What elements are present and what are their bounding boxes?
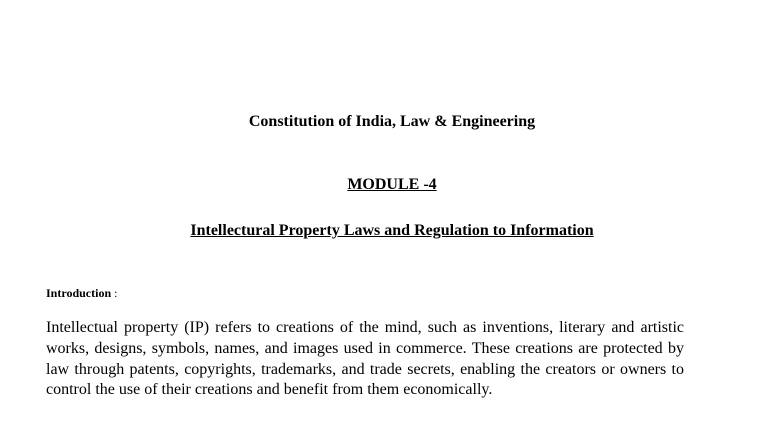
section-heading: Intellectural Property Laws and Regulation to Information (190, 222, 594, 239)
document-title: Constitution of India, Law & Engineering (248, 113, 536, 130)
introduction-label-separator: : (111, 286, 118, 300)
introduction-label-text: Introduction (46, 286, 112, 300)
module-heading: MODULE -4 (347, 176, 437, 193)
introduction-label (46, 285, 117, 301)
introduction-paragraph: Intellectual property (IP) refers to creations of the mind, such as inventions, literary and artistic works, designs, symbols, names, and images used in commerce. These creations are protected by law through patents, copyrights, trademarks, and trade secrets, enabling the creators or owners to control the use of their creations and benefit from them economically. (46, 319, 684, 399)
